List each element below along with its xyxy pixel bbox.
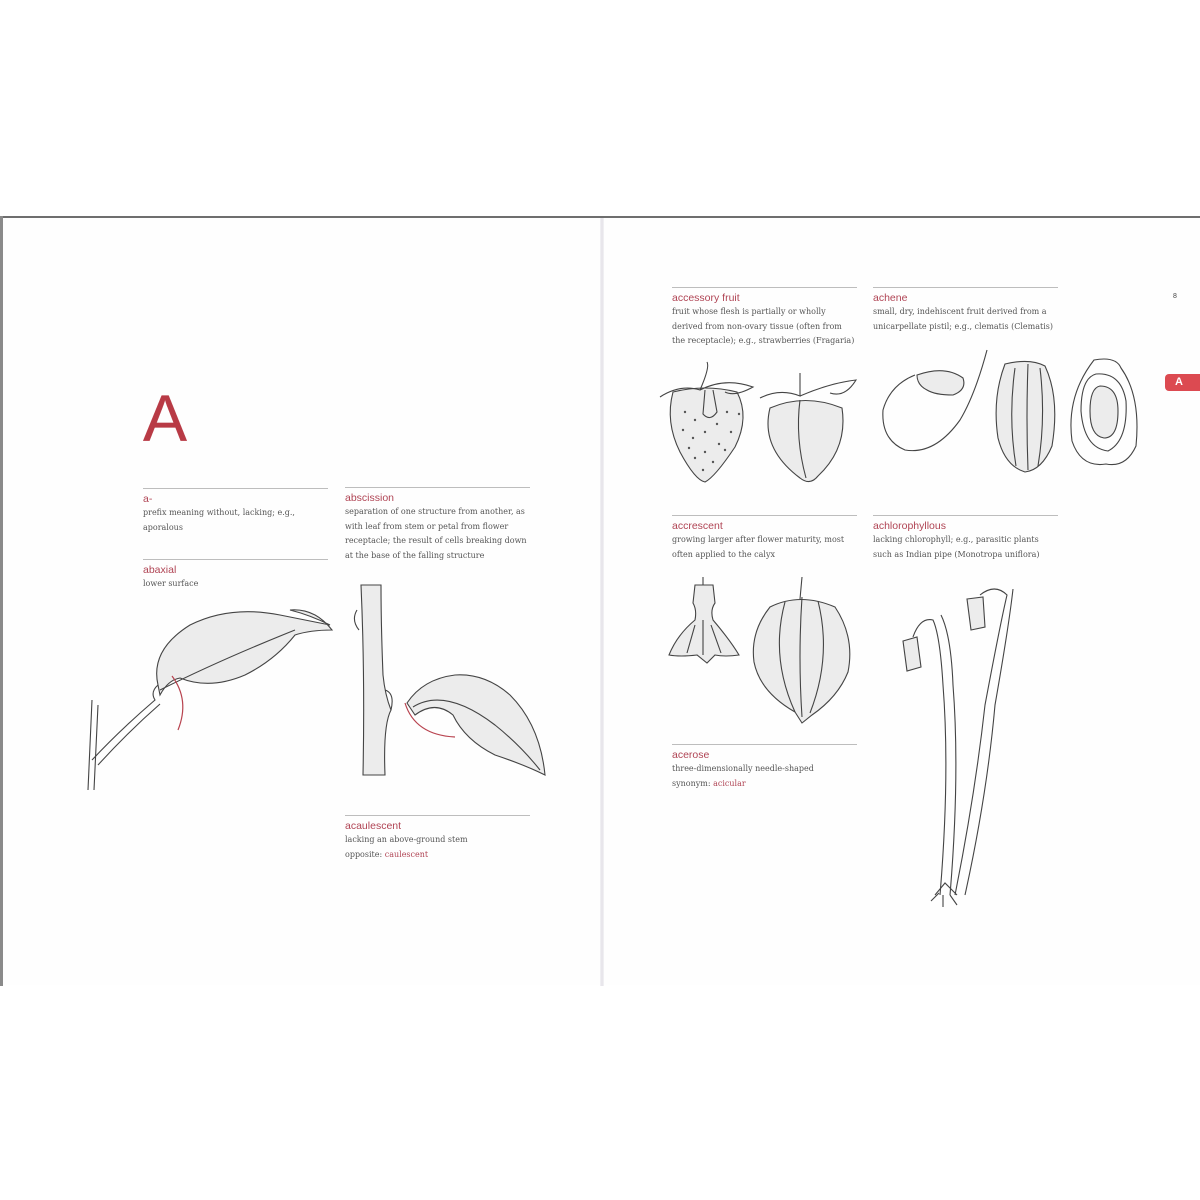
entry-definition-text: three-dimensionally needle-shaped (672, 764, 814, 773)
entry-cross-reference: acicular (713, 778, 746, 788)
entry-definition (345, 833, 530, 862)
entry-definition: prefix meaning without, lacking; e.g., aporalous (143, 508, 295, 532)
page-left-border (0, 216, 3, 986)
entry-a-prefix (143, 488, 328, 535)
entry-rule (672, 287, 857, 288)
abaxial-leaf-illustration (80, 600, 340, 800)
entry-term: accrescent (672, 520, 723, 532)
abscission-twig-illustration (345, 575, 555, 785)
entry-definition: lacking chlorophyll; e.g., parasitic plants such as Indian pipe (Monotropa uniflora) (873, 535, 1040, 559)
entry-rule (143, 488, 328, 489)
strawberry-section-illustration (760, 368, 860, 486)
entry-rule (143, 559, 328, 560)
entry-abaxial (143, 559, 328, 592)
entry-term: accessory fruit (672, 292, 740, 304)
entry-cross-reference: caulescent (384, 849, 429, 859)
entry-rule (672, 744, 857, 745)
entry-definition (672, 762, 857, 791)
achene-section-illustration (1066, 356, 1146, 476)
entry-accrescent (672, 515, 857, 562)
entry-acaulescent (345, 815, 530, 862)
entry-accessory-fruit (672, 287, 857, 349)
entry-definition-text: lacking an above-ground stem (345, 835, 468, 844)
entry-achlorophyllous (873, 515, 1058, 562)
entry-term: achlorophyllous (873, 520, 946, 532)
entry-acerose (672, 744, 857, 791)
entry-term: achene (873, 292, 908, 304)
entry-term: a- (143, 493, 153, 505)
book-gutter (600, 218, 604, 986)
entry-rule (873, 287, 1058, 288)
entry-definition: small, dry, indehiscent fruit derived from a unicarpellate pistil; e.g., clematis (Clematis) (873, 307, 1053, 331)
achene-ribbed-illustration (990, 358, 1065, 476)
entry-definition: lower surface (143, 579, 199, 588)
accrescent-calyx-young-illustration (665, 575, 745, 675)
entry-definition: separation of one structure from another, as with leaf from stem or petal from flower receptacle; the result of cells breaking down at the base of the falling structure (345, 507, 527, 560)
chapter-letter: A (143, 381, 188, 455)
page-number: 8 (1173, 293, 1177, 300)
entry-definition: growing larger after flower maturity, most often applied to the calyx (672, 535, 845, 559)
entry-rule (873, 515, 1058, 516)
entry-definition: fruit whose flesh is partially or wholly derived from non-ovary tissue (often from the receptacle); e.g., strawberries (Fragaria) (672, 307, 855, 345)
entry-achene (873, 287, 1058, 334)
entry-term: acerose (672, 749, 710, 761)
chapter-tab[interactable]: A (1165, 374, 1200, 391)
entry-rule (345, 815, 530, 816)
entry-term: acaulescent (345, 820, 402, 832)
entry-opposite-label: opposite: (345, 849, 383, 859)
entry-term: abaxial (143, 564, 177, 576)
achene-tailed-illustration (875, 350, 995, 465)
strawberry-whole-illustration (655, 362, 755, 484)
entry-opposite-label: synonym: (672, 778, 711, 788)
indian-pipe-illustration (895, 575, 1025, 910)
accrescent-calyx-mature-illustration (750, 577, 860, 725)
entry-rule (345, 487, 530, 488)
entry-abscission (345, 487, 530, 563)
entry-rule (672, 515, 857, 516)
entry-term: abscission (345, 492, 395, 504)
